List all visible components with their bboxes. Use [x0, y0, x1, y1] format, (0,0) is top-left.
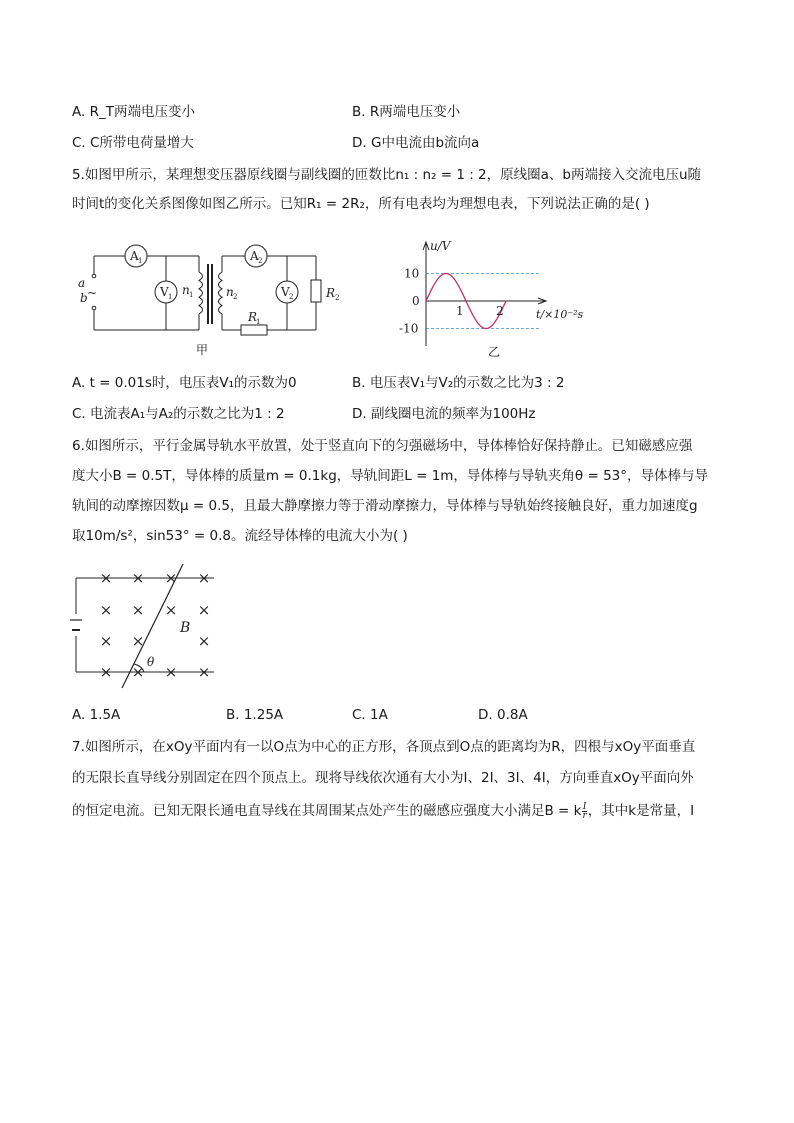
- ac-source-icon: ~: [87, 286, 98, 300]
- q6-option-d: D. 0.8A: [478, 707, 528, 723]
- field-cross: ×: [131, 663, 145, 681]
- resistor-r1: [241, 325, 267, 335]
- label-a2: A: [250, 249, 259, 263]
- y-tick-minus-10: -10: [399, 321, 419, 336]
- figure-a-caption: 甲: [196, 343, 209, 357]
- q5-option-b: B. 电压表V₁与V₂的示数之比为3 : 2: [352, 375, 565, 391]
- field-cross: ×: [197, 663, 211, 681]
- resistor-r2: [311, 280, 321, 302]
- field-cross: ×: [197, 569, 211, 587]
- svg-text:1: 1: [138, 257, 143, 265]
- voltage-time-chart: [396, 236, 596, 362]
- field-cross: ×: [131, 601, 145, 619]
- y-tick-10: 10: [404, 266, 420, 281]
- q5-option-d: D. 副线圈电流的频率为100Hz: [352, 406, 536, 422]
- label-n2: n: [226, 285, 234, 299]
- field-cross: ×: [99, 569, 113, 587]
- label-v2: V: [281, 285, 290, 299]
- b-field-label: B: [180, 620, 191, 636]
- q6-option-b: B. 1.25A: [226, 707, 284, 723]
- x-tick-2: 2: [496, 304, 504, 318]
- label-b-terminal: b: [80, 291, 88, 305]
- q6-stem-line-1: 6.如图所示，平行金属导轨水平放置，处于竖直向下的匀强磁场中，导体棒恰好保持静止。已知磁感应强: [72, 438, 693, 454]
- field-cross: ×: [164, 569, 178, 587]
- field-cross: ×: [99, 601, 113, 619]
- svg-text:2: 2: [233, 293, 238, 301]
- field-cross: ×: [164, 601, 178, 619]
- field-cross: ×: [197, 601, 211, 619]
- x-tick-1: 1: [456, 304, 464, 318]
- label-v1: V: [160, 285, 169, 299]
- field-cross: ×: [164, 663, 178, 681]
- label-n1: n: [182, 283, 190, 297]
- q7-fraction: $\frac{I}{r}$: [582, 801, 587, 821]
- svg-text:1: 1: [168, 293, 173, 301]
- q4-option-c: C. C所带电荷量增大: [72, 135, 194, 151]
- q7-stem-line-2: 的无限长直导线分别固定在四个顶点上。现将导线依次通有大小为I、2I、3I、4I，方向垂直xOy平面向外: [72, 770, 694, 786]
- q6-stem-line-4: 取10m/s²，sin53° = 0.8。流经导体棒的电流大小为( ): [72, 528, 408, 544]
- q5-stem-line-1: 5.如图甲所示，某理想变压器原线圈与副线圈的匝数比n₁ : n₂ = 1 : 2，原线圈a、b两端接入交流电压u随: [72, 167, 702, 183]
- q4-option-b: B. R两端电压变小: [352, 104, 461, 120]
- svg-text:1: 1: [256, 318, 261, 326]
- svg-text:2: 2: [289, 293, 294, 301]
- field-cross: ×: [99, 663, 113, 681]
- field-cross: ×: [131, 632, 145, 650]
- q5-option-a: A. t = 0.01s时，电压表V₁的示数为0: [72, 375, 297, 391]
- svg-text:1: 1: [189, 291, 194, 299]
- q7-stem-line-3: [72, 802, 694, 820]
- svg-text:2: 2: [258, 257, 263, 265]
- q6-stem-line-3: 轨间的动摩擦因数μ = 0.5，且最大静摩擦力等于滑动摩擦力，导体棒与导轨始终接触良好，重力加速度g: [72, 498, 698, 514]
- q5-option-c: C. 电流表A₁与A₂的示数之比为1 : 2: [72, 406, 285, 422]
- q4-option-d: D. G中电流由b流向a: [352, 135, 480, 151]
- q4-option-a: A. R_T两端电压变小: [72, 104, 195, 120]
- label-a1: A: [130, 249, 139, 263]
- q6-option-a: A. 1.5A: [72, 707, 121, 723]
- transformer-circuit-main: [74, 236, 374, 360]
- y-axis-label: u/V: [430, 239, 451, 253]
- theta-label: θ: [147, 655, 155, 669]
- q6-option-c: C. 1A: [352, 707, 388, 723]
- q5-stem-line-2: 时间t的变化关系图像如图乙所示。已知R₁ = 2R₂，所有电表均为理想电表，下列说法正确的是( ): [72, 196, 650, 212]
- q7-stem-line-1: 7.如图所示，在xOy平面内有一以O点为中心的正方形，各顶点到O点的距离均为R，四根与xOy平面垂直: [72, 739, 696, 755]
- rail-magnetic-field-figure: [70, 560, 230, 692]
- label-a-terminal: a: [78, 276, 86, 290]
- svg-text:2: 2: [335, 294, 340, 302]
- field-cross: ×: [197, 632, 211, 650]
- x-axis-label: t/×10⁻²s: [536, 308, 584, 321]
- y-tick-0: 0: [412, 294, 420, 308]
- q7-stem-line-3-end: ，其中k是常量，I: [587, 803, 695, 819]
- field-cross: ×: [131, 569, 145, 587]
- figure-b-caption: 乙: [488, 345, 501, 359]
- field-cross: ×: [99, 632, 113, 650]
- q7-stem-line-3-start: 的恒定电流。已知无限长通电直导线在其周围某点处产生的磁感应强度大小满足B = k: [72, 803, 582, 819]
- label-r1: R: [248, 310, 258, 324]
- q6-stem-line-2: 度大小B = 0.5T，导体棒的质量m = 0.1kg，导轨间距L = 1m，导体棒与导轨夹角θ = 53°，导体棒与导: [72, 468, 709, 484]
- label-r2: R: [326, 286, 336, 300]
